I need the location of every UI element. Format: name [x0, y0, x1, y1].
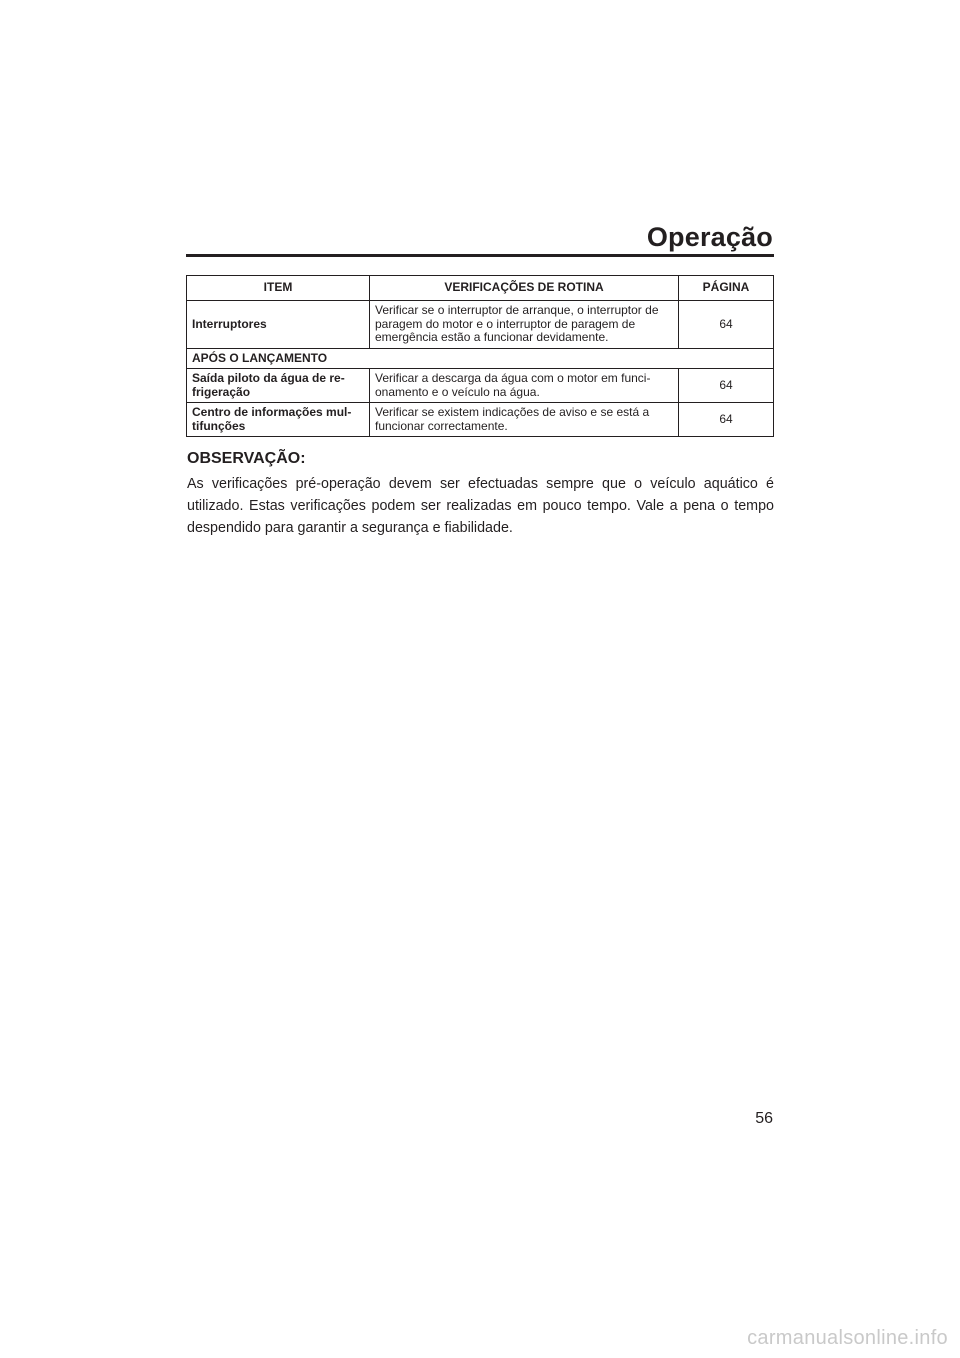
column-header-page: PÁGINA [679, 276, 774, 301]
page-title: Operação [646, 222, 773, 252]
row-page: 64 [679, 369, 774, 403]
row-page: 64 [679, 403, 774, 437]
row-check: Verificar se existem indicações de aviso e se está a funcionar correctamente. [370, 403, 679, 437]
note-title: OBSERVAÇÃO: [187, 450, 306, 467]
page-number: 56 [755, 1110, 773, 1127]
table-header-row [187, 276, 774, 301]
column-header-checks: VERIFICAÇÕES DE ROTINA [370, 276, 679, 301]
row-check: Verificar se o interruptor de arranque, o interruptor de paragem do motor e o interruptor de paragem de emergência estão a funcionar devidamente. [370, 301, 679, 349]
table-row [187, 403, 774, 437]
watermark: carmanualsonline.info [747, 1327, 948, 1349]
row-item: Saída piloto da água de re-frigeração [187, 369, 370, 403]
section-label: APÓS O LANÇAMENTO [187, 348, 774, 369]
checks-table [186, 275, 774, 437]
row-check: Verificar a descarga da água com o motor em funci-onamento e o veículo na água. [370, 369, 679, 403]
title-rule [186, 254, 774, 257]
table-row [187, 369, 774, 403]
row-item: Centro de informações mul-tifunções [187, 403, 370, 437]
row-item: Interruptores [187, 301, 370, 349]
table-row [187, 301, 774, 349]
column-header-item: ITEM [187, 276, 370, 301]
table-section-row [187, 348, 774, 369]
row-page: 64 [679, 301, 774, 349]
note-body: As verificações pré-operação devem ser efectuadas sempre que o veículo aquático é utilizado. Estas verificações podem ser realizadas em pouco tempo. Vale a pena o tempo despendido para garantir a segurança e fiabilidade. [187, 476, 774, 536]
